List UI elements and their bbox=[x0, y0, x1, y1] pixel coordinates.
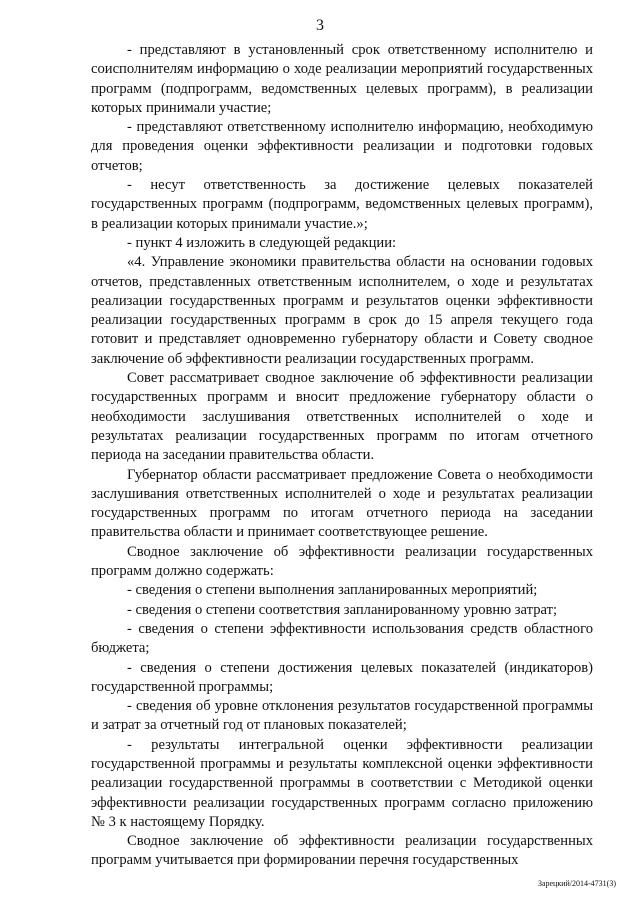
paragraph: Сводное заключение об эффективности реализации государственных программ учитывается при формировании перечня государственных bbox=[91, 833, 593, 869]
document-body bbox=[91, 41, 593, 871]
paragraph: - сведения об уровне отклонения результатов государственной программы и затрат за отчетный год от плановых показателей; bbox=[91, 698, 593, 734]
paragraph: «4. Управление экономики правительства области на основании годовых отчетов, представленных ответственным исполнителем, о ходе и результатах реализации государственных программ и результатов оценки эффективности реализации государственных программ в срок до 15 апреля текущего года готовит и представляет одновременно губернатору области и Совету сводное заключение об эффективности реализации государственных программ. bbox=[91, 254, 593, 367]
paragraph: - пункт 4 изложить в следующей редакции: bbox=[127, 234, 397, 251]
paragraph: - сведения о степени достижения целевых показателей (индикаторов) государственной программы; bbox=[91, 659, 593, 695]
paragraph: - сведения о степени выполнения запланированных мероприятий; bbox=[127, 582, 538, 599]
paragraph: Губернатор области рассматривает предложение Совета о необходимости заслушивания ответственных исполнителей о ходе и результатах реализации государственных программ по итогам отчетного периода на заседании правительства области и принимает соответствующее решение. bbox=[91, 466, 593, 541]
paragraph: - сведения о степени соответствия запланированному уровню затрат; bbox=[127, 601, 558, 618]
document-footer-code: Зарецкий/2014-4731(3) bbox=[537, 879, 616, 888]
paragraph: - несут ответственность за достижение целевых показателей государственных программ (подпрограмм, ведомственных целевых программ), в реализации которых принимали участие.»; bbox=[91, 177, 593, 232]
paragraph: - представляют в установленный срок ответственному исполнителю и соисполнителям информацию о ходе реализации мероприятий государственных программ (подпрограмм, ведомственных целевых программ), в реализации которых принимали участие; bbox=[91, 42, 593, 116]
paragraph: Сводное заключение об эффективности реализации государственных программ должно содержать: bbox=[91, 543, 593, 580]
paragraph: - сведения о степени эффективности использования средств областного бюджета; bbox=[91, 620, 593, 657]
paragraph: Совет рассматривает сводное заключение об эффективности реализации государственных программ и вносит предложение губернатору области о необходимости заслушивания ответственных исполнителей о ходе и результатах реализации государственных программ по итогам отчетного периода на заседании правительства области. bbox=[91, 370, 593, 464]
page-number: 3 bbox=[316, 17, 324, 34]
paragraph: - представляют ответственному исполнителю информацию, необходимую для проведения оценки эффективности реализации и подготовки годовых отчетов; bbox=[91, 119, 593, 174]
paragraph: - результаты интегральной оценки эффективности реализации государственной программы и результаты комплексной оценки эффективности реализации государственной программы в соответствии с Методикой оценки эффективности реализации государственных программ согласно приложению № 3 к настоящему Порядку. bbox=[91, 736, 593, 830]
